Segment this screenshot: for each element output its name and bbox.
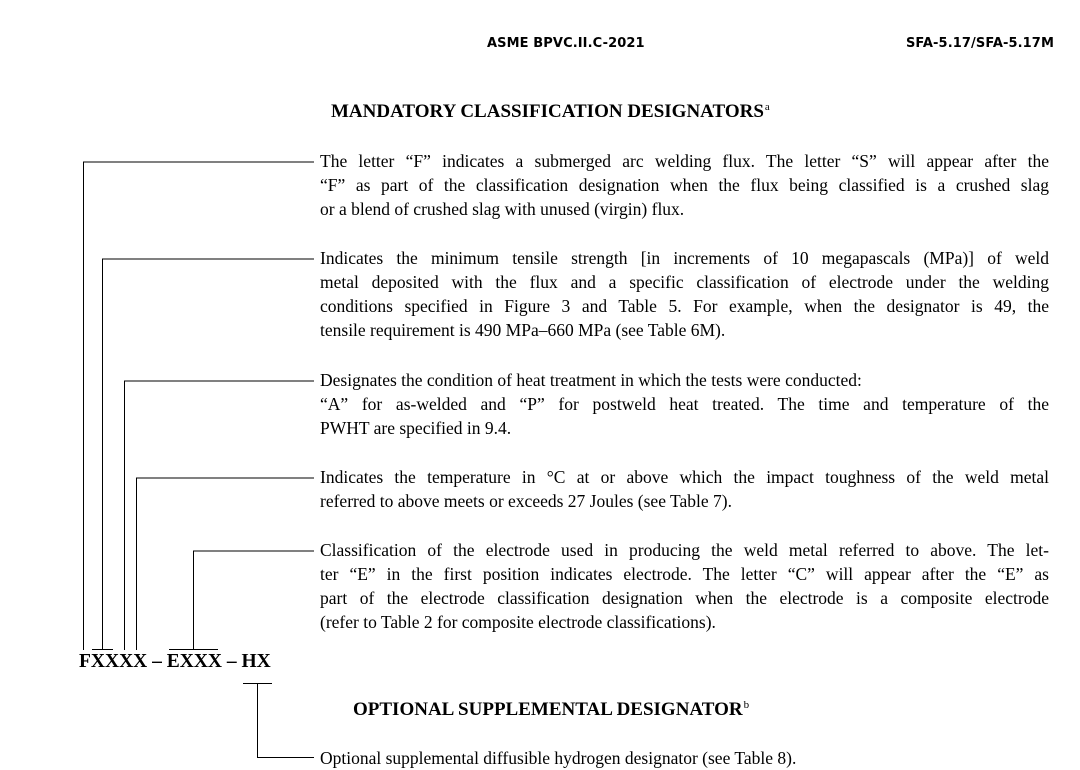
text-line: tensile requirement is 490 MPa–660 MPa (see Table 6M). [320,320,726,340]
text-line: conditions specified in Figure 3 and Table 5. For example, when the designator is 49, the [320,296,1049,316]
text-line: metal deposited with the flux and a specific classification of electrode under the welding [320,272,1049,292]
optional-designator-heading [353,699,749,721]
leader-impact-temperature [137,478,315,650]
text-line: Classification of the electrode used in producing the weld metal referred to above. The let- [320,540,1049,560]
designator-hydrogen-description [320,746,1049,770]
text-line: “F” as part of the classification designation when the flux being classified is a crushed slag [320,175,1049,195]
leader-tensile-strength [103,259,315,650]
text-line: Indicates the minimum tensile strength [in increments of 10 megapascals (MPa)] of weld [320,248,1049,268]
text-line: Designates the condition of heat treatment in which the tests were conducted: [320,370,862,390]
text-line: or a blend of crushed slag with unused (virgin) flux. [320,199,685,219]
designator-tensile-description [320,246,1049,342]
optional-heading-footnote-mark: b [743,699,750,711]
designator-electrode-description [320,538,1049,634]
text-line: Indicates the temperature in °C at or above which the impact toughness of the weld metal [320,467,1049,487]
designator-impact-description [320,465,1049,513]
text-line: Optional supplemental diffusible hydrogen designator (see Table 8). [320,748,797,768]
text-line: ter “E” in the first position indicates electrode. The letter “C” will appear after the “E” as [320,564,1049,584]
text-line: part of the electrode classification designation when the electrode is a composite electrode [320,588,1049,608]
running-header-left: ASME BPVC.II.C-2021 [487,36,645,51]
designator-heat-treatment-description [320,368,1049,440]
designator-flux-description [320,149,1049,221]
text-line: referred to above meets or exceeds 27 Joules (see Table 7). [320,491,732,511]
mandatory-heading-text: MANDATORY CLASSIFICATION DESIGNATORS [331,101,764,122]
leader-flux-letter [84,162,315,650]
mandatory-heading-footnote-mark: a [764,101,770,113]
classification-code: FXXXX – EXXX – HX [79,651,271,672]
leader-heat-treatment [125,381,315,650]
text-line: The letter “F” indicates a submerged arc welding flux. The letter “S” will appear after the [320,151,1049,171]
optional-heading-text: OPTIONAL SUPPLEMENTAL DESIGNATOR [353,699,743,720]
text-line: (refer to Table 2 for composite electrode classifications). [320,612,716,632]
text-line: “A” for as-welded and “P” for postweld heat treated. The time and temperature of the [320,394,1049,414]
leader-electrode-classification [194,551,315,650]
running-header-right: SFA-5.17/SFA-5.17M [905,36,1054,51]
leader-hydrogen-designator [258,684,315,758]
text-line: PWHT are specified in 9.4. [320,418,512,438]
